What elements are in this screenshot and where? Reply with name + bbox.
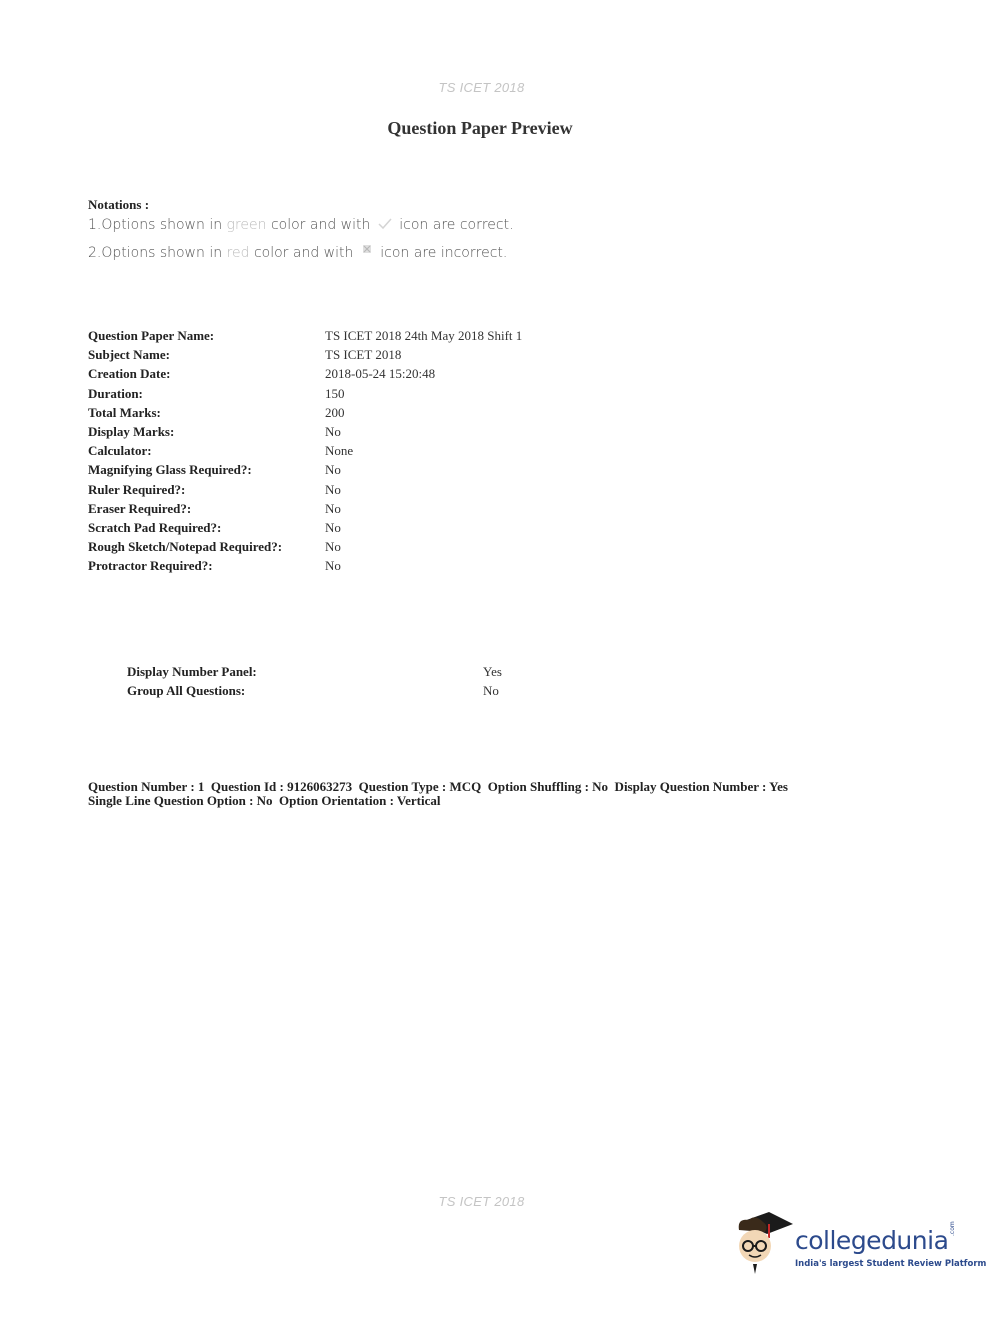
info-value: No	[325, 481, 341, 497]
info-row	[88, 460, 688, 479]
panel-row	[127, 681, 502, 700]
info-row	[88, 537, 688, 556]
info-row	[88, 384, 688, 403]
info-label: Total Marks:	[88, 404, 161, 420]
info-row	[88, 480, 688, 499]
info-label: Creation Date:	[88, 366, 171, 382]
info-row	[88, 518, 688, 537]
notation-text: 2.Options shown in	[88, 245, 227, 261]
info-row	[88, 403, 688, 422]
info-label: Rough Sketch/Notepad Required?:	[88, 539, 283, 555]
panel-value: Yes	[483, 664, 502, 679]
info-value: No	[325, 500, 341, 516]
footer-watermark: TS ICET 2018	[438, 1194, 525, 1209]
question-meta-line: Question Number : 1 Question Id : 9126063273 Question Type : MCQ Option Shuffling : No Display Question Number : Yes	[88, 779, 788, 794]
info-label: Question Paper Name:	[88, 328, 215, 343]
info-row	[88, 556, 688, 575]
info-row	[88, 499, 688, 518]
info-row	[88, 422, 688, 441]
info-value: 2018-05-24 15:20:48	[325, 366, 436, 382]
info-value: No	[325, 539, 341, 555]
info-value: 200	[325, 404, 345, 420]
notation-text: color and with	[249, 245, 358, 261]
info-value: None	[325, 443, 354, 459]
notation-text: color and with	[266, 217, 375, 233]
info-label: Scratch Pad Required?:	[88, 519, 222, 535]
panel-value: No	[483, 683, 499, 699]
notation-line-incorrect	[88, 243, 507, 261]
info-value: TS ICET 2018	[325, 347, 402, 363]
question-meta-line: Single Line Question Option : No Option Orientation : Vertical	[88, 793, 441, 808]
notation-color-word: green	[226, 217, 267, 233]
notation-text: icon are incorrect.	[375, 245, 508, 261]
info-label: Ruler Required?:	[88, 481, 186, 497]
info-row	[88, 345, 688, 364]
info-row	[88, 441, 688, 460]
info-value: TS ICET 2018 24th May 2018 Shift 1	[325, 328, 523, 343]
info-value: 150	[325, 385, 345, 401]
info-label: Magnifying Glass Required?:	[88, 462, 252, 478]
info-value: No	[325, 519, 341, 535]
notation-color-word: red	[226, 245, 250, 261]
info-row	[88, 326, 688, 345]
info-label: Protractor Required?:	[88, 558, 213, 574]
panel-settings-table	[127, 662, 502, 700]
header-watermark: TS ICET 2018	[438, 80, 525, 95]
paper-info-table	[88, 326, 688, 575]
collegedunia-mascot-icon	[735, 1208, 795, 1282]
notations-heading: Notations :	[88, 197, 150, 212]
notation-text: icon are correct.	[394, 217, 514, 233]
panel-row	[127, 662, 502, 681]
info-label: Calculator:	[88, 443, 152, 459]
info-label: Subject Name:	[88, 347, 170, 363]
notation-text: 1.Options shown in	[88, 217, 227, 233]
info-label: Display Marks:	[88, 423, 175, 439]
logo-com: .com	[949, 1221, 956, 1236]
info-row	[88, 364, 688, 383]
info-value: No	[325, 558, 341, 574]
info-label: Duration:	[88, 385, 143, 401]
panel-label: Display Number Panel:	[127, 664, 257, 679]
cross-icon	[361, 243, 373, 255]
check-icon	[378, 218, 392, 230]
info-label: Eraser Required?:	[88, 500, 192, 516]
panel-label: Group All Questions:	[127, 683, 246, 699]
logo-name: collegedunia	[795, 1226, 949, 1255]
page-title: Question Paper Preview	[387, 118, 573, 138]
info-value: No	[325, 423, 341, 439]
logo-tagline: India's largest Student Review Platform	[795, 1259, 987, 1269]
notation-line-correct	[88, 217, 514, 233]
question-meta	[88, 780, 888, 808]
info-value: No	[325, 462, 341, 478]
